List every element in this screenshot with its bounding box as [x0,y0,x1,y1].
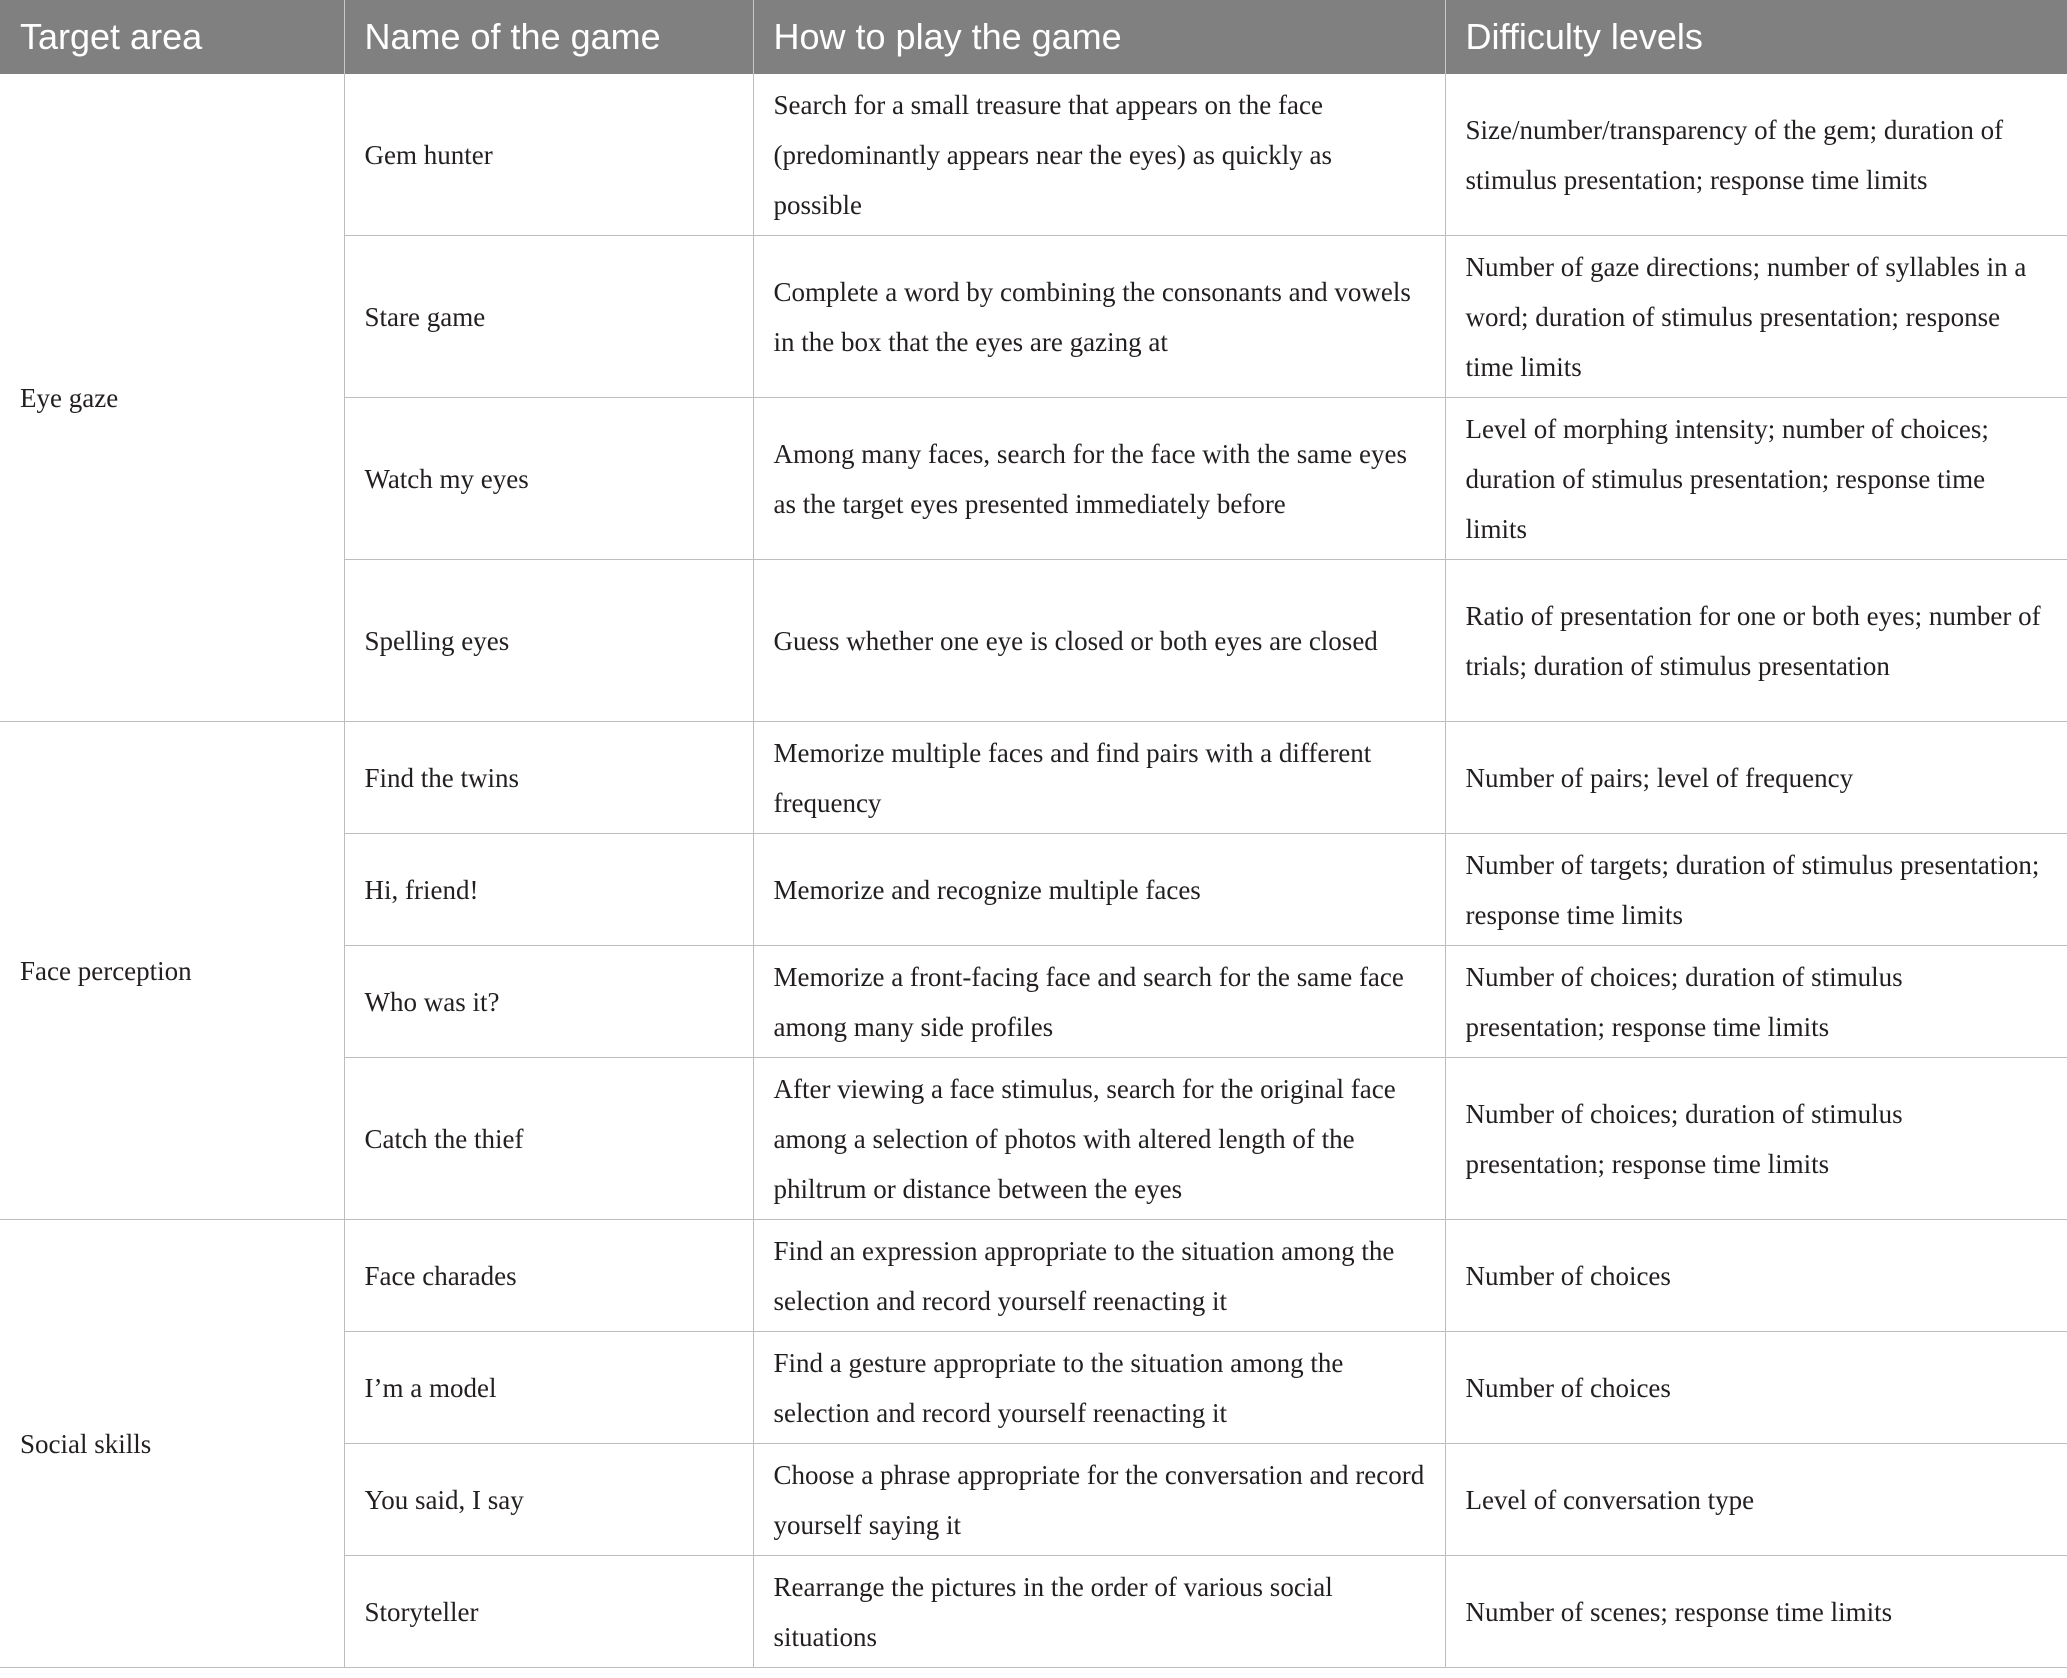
difficulty-cell: Size/number/transparency of the gem; duration of stimulus presentation; response time limits [1445,74,2067,236]
game-name-cell: Face charades [344,1220,753,1332]
how-to-play-cell: After viewing a face stimulus, search for the original face among a selection of photos with altered length of the philtrum or distance between the eyes [753,1058,1445,1220]
how-to-play-cell: Memorize a front-facing face and search for the same face among many side profiles [753,946,1445,1058]
game-name-cell: Watch my eyes [344,398,753,560]
how-to-play-cell: Find an expression appropriate to the situation among the selection and record yourself reenacting it [753,1220,1445,1332]
game-name-cell: You said, I say [344,1444,753,1556]
game-name-cell: I’m a model [344,1332,753,1444]
how-to-play-cell: Complete a word by combining the consonants and vowels in the box that the eyes are gazing at [753,236,1445,398]
difficulty-cell: Number of choices [1445,1220,2067,1332]
header-game-name: Name of the game [344,0,753,74]
header-how-to-play: How to play the game [753,0,1445,74]
difficulty-cell: Number of pairs; level of frequency [1445,722,2067,834]
game-name-cell: Spelling eyes [344,560,753,722]
how-to-play-cell: Search for a small treasure that appears on the face (predominantly appears near the eyes) as quickly as possible [753,74,1445,236]
header-row [0,0,2067,74]
game-name-cell: Gem hunter [344,74,753,236]
game-name-cell: Who was it? [344,946,753,1058]
difficulty-cell: Number of choices [1445,1332,2067,1444]
target-area-cell: Social skills [0,1220,344,1668]
header-difficulty-levels: Difficulty levels [1445,0,2067,74]
how-to-play-cell: Memorize and recognize multiple faces [753,834,1445,946]
game-name-cell: Hi, friend! [344,834,753,946]
difficulty-cell: Level of conversation type [1445,1444,2067,1556]
table-row [0,1220,2067,1332]
table-row [0,722,2067,834]
how-to-play-cell: Among many faces, search for the face with the same eyes as the target eyes presented immediately before [753,398,1445,560]
difficulty-cell: Number of choices; duration of stimulus presentation; response time limits [1445,946,2067,1058]
game-name-cell: Storyteller [344,1556,753,1668]
game-name-cell: Catch the thief [344,1058,753,1220]
how-to-play-cell: Choose a phrase appropriate for the conversation and record yourself saying it [753,1444,1445,1556]
difficulty-cell: Ratio of presentation for one or both eyes; number of trials; duration of stimulus presentation [1445,560,2067,722]
table-body [0,74,2067,1668]
table-header [0,0,2067,74]
how-to-play-cell: Memorize multiple faces and find pairs with a different frequency [753,722,1445,834]
how-to-play-cell: Find a gesture appropriate to the situation among the selection and record yourself reenacting it [753,1332,1445,1444]
how-to-play-cell: Rearrange the pictures in the order of various social situations [753,1556,1445,1668]
difficulty-cell: Level of morphing intensity; number of choices; duration of stimulus presentation; response time limits [1445,398,2067,560]
difficulty-cell: Number of choices; duration of stimulus presentation; response time limits [1445,1058,2067,1220]
target-area-cell: Face perception [0,722,344,1220]
table-row [0,74,2067,236]
header-target-area: Target area [0,0,344,74]
difficulty-cell: Number of targets; duration of stimulus presentation; response time limits [1445,834,2067,946]
difficulty-cell: Number of gaze directions; number of syllables in a word; duration of stimulus presentation; response time limits [1445,236,2067,398]
difficulty-cell: Number of scenes; response time limits [1445,1556,2067,1668]
how-to-play-cell: Guess whether one eye is closed or both eyes are closed [753,560,1445,722]
target-area-cell: Eye gaze [0,74,344,722]
game-name-cell: Stare game [344,236,753,398]
game-name-cell: Find the twins [344,722,753,834]
